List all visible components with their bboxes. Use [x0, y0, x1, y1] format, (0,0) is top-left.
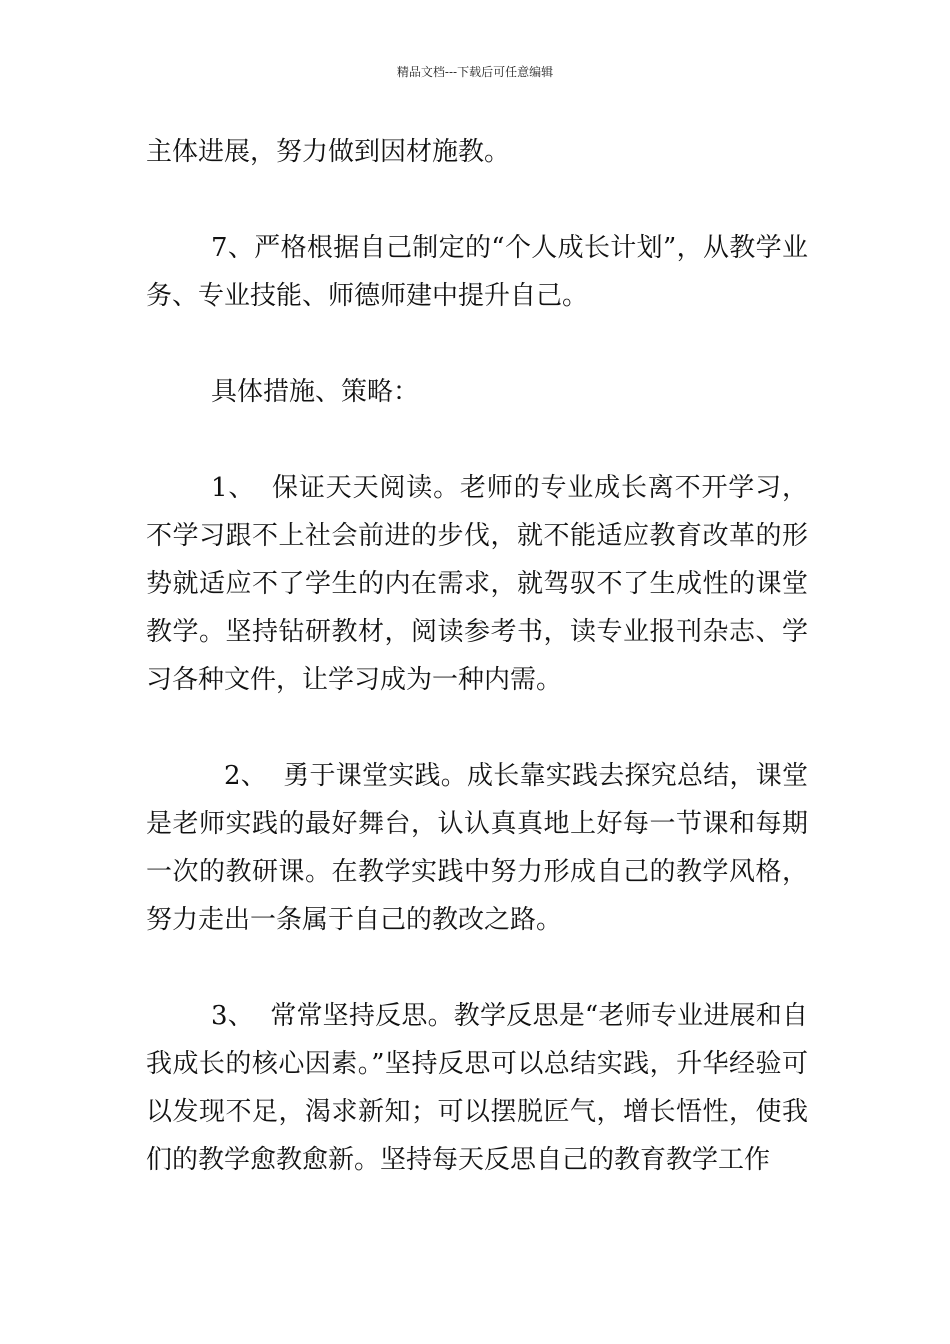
paragraph-continuation: [146, 128, 808, 176]
paragraph-item-3: [146, 992, 808, 1184]
item-number: 1、: [211, 473, 256, 503]
paragraph-text: 勇于课堂实践。成长靠实践去探究总结，课堂是老师实践的最好舞台，认认真真地上好每一节课和每期一次的教研课。在教学实践中努力形成自己的教学风格，努力走出一条属于自己的教改之路。: [146, 761, 808, 935]
paragraph-item-2: [146, 752, 808, 944]
paragraph-item-7: [146, 224, 808, 320]
page-header: 精品文档---下载后可任意编辑: [396, 65, 554, 79]
section-heading: 具体措施、策略：: [211, 377, 420, 407]
document-body: [146, 128, 808, 1184]
paragraph-text: 主体进展，努力做到因材施教。: [146, 137, 511, 167]
paragraph-item-1: [146, 464, 808, 704]
paragraph-text: 严格根据自己制定的“个人成长计划”，从教学业务、专业技能、师德师建中提升自己。: [146, 233, 808, 311]
paragraph-measures-heading: [146, 368, 808, 416]
item-number: 2、: [224, 761, 268, 791]
paragraph-text: 保证天天阅读。老师的专业成长离不开学习，不学习跟不上社会前进的步伐，就不能适应教育改革的形势就适应不了学生的内在需求，就驾驭不了生成性的课堂教学。坚持钻研教材，阅读参考书，读专业报刊杂志、学习各种文件，让学习成为一种内需。: [146, 473, 808, 695]
item-number: 3、: [211, 1001, 254, 1031]
item-number: 7、: [211, 233, 255, 263]
paragraph-text: 常常坚持反思。教学反思是“老师专业进展和自我成长的核心因素。”坚持反思可以总结实践，升华经验可以发现不足，渴求新知；可以摆脱匠气，增长悟性，使我们的教学愈教愈新。坚持每天反思自己的教育教学工作: [146, 1001, 809, 1175]
